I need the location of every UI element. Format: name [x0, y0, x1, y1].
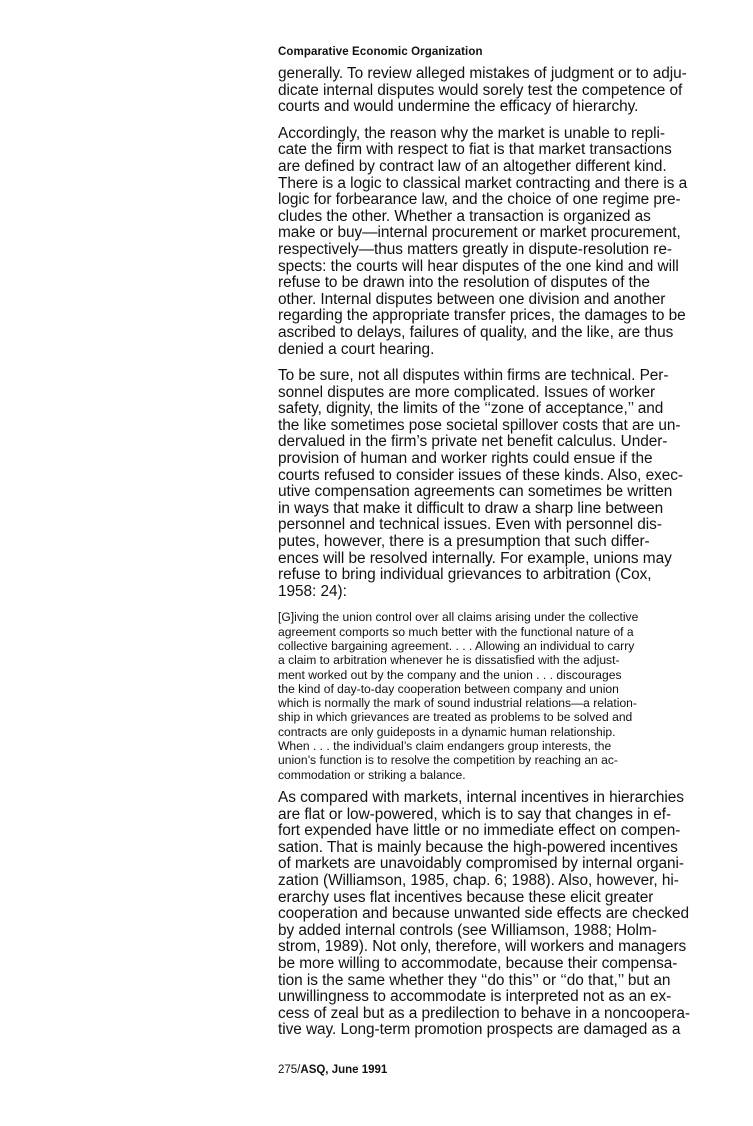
text-line: of markets are unavoidably compromised by internal organi-	[278, 855, 685, 873]
text-line: in ways that make it difficult to draw a sharp line between	[278, 499, 664, 517]
text-line: courts refused to consider issues of these kinds. Also, exec-	[278, 466, 684, 484]
text-line: sonnel disputes are more complicated. Issues of worker	[278, 383, 656, 401]
text-line: unwillingness to accommodate is interpreted not as an ex-	[278, 988, 672, 1006]
text-line: be more willing to accommodate, because their compensa-	[278, 954, 678, 972]
text-line: utive compensation agreements can sometimes be written	[278, 483, 673, 501]
quote-line: union’s function is to resolve the competition by reaching an ac-	[278, 753, 618, 768]
quote-line: [G]iving the union control over all claims arising under the collective	[278, 610, 639, 625]
text-line: personnel and technical issues. Even with personnel dis-	[278, 516, 662, 534]
quote-line: commodation or striking a balance.	[278, 767, 466, 782]
text-line: the like sometimes pose societal spillover costs that are un-	[278, 416, 681, 434]
text-line: tion is the same whether they ‘‘do this’’ or ‘‘do that,’’ but an	[278, 971, 671, 989]
text-line: cludes the other. Whether a transaction is organized as	[278, 207, 651, 225]
text-line: dicate internal disputes would sorely test the competence of	[278, 81, 683, 99]
text-line: by added internal controls (see Williamson, 1988; Holm-	[278, 921, 657, 939]
text-line: logic for forbearance law, and the choice of one regime pre-	[278, 191, 681, 209]
text-line: regarding the appropriate transfer prices, the damages to be	[278, 307, 686, 325]
text-line: spects: the courts will hear disputes of the one kind and will	[278, 257, 679, 275]
quote-line: collective bargaining agreement. . . . Allowing an individual to carry	[278, 639, 635, 653]
quote-line: When . . . the individual’s claim endangers group interests, the	[278, 739, 612, 754]
text-line: refuse to be drawn into the resolution of disputes of the	[278, 274, 650, 292]
text-line: respectively—thus matters greatly in dispute-resolution re-	[278, 240, 672, 258]
text-line: 1958: 24):	[278, 582, 347, 600]
text-line: generally. To review alleged mistakes of judgment or to adju-	[278, 65, 687, 82]
quote-line: ship in which grievances are treated as problems to be solved and	[278, 710, 633, 725]
text-line: make or buy—internal procurement or market procurement,	[278, 224, 681, 242]
paragraph-2	[278, 126, 692, 358]
text-line: dervalued in the firm’s private net benefit calculus. Under-	[278, 433, 668, 451]
text-line: refuse to bring individual grievances to arbitration (Cox,	[278, 566, 652, 584]
page-footer	[278, 1062, 387, 1078]
text-line: cate the firm with respect to fiat is that market transactions	[278, 141, 672, 159]
text-line: cooperation and because unwanted side effects are checked	[278, 905, 689, 923]
text-line: sation. That is mainly because the high-powered incentives	[278, 838, 678, 856]
text-line: erarchy uses flat incentives because these elicit greater	[278, 888, 654, 906]
text-line: tive way. Long-term promotion prospects are damaged as a	[278, 1021, 681, 1039]
text-line: zation (Williamson, 1985, chap. 6; 1988). Also, however, hi-	[278, 871, 679, 889]
text-line: are flat or low-powered, which is to say that changes in ef-	[278, 805, 672, 823]
text-line: cess of zeal but as a predilection to behave in a noncoopera-	[278, 1004, 690, 1022]
text-line: ascribed to delays, failures of quality, and the like, are thus	[278, 323, 674, 341]
text-line: courts and would undermine the efficacy of hierarchy.	[278, 98, 639, 116]
quote-line: ment worked out by the company and the union . . . discourages	[278, 667, 622, 682]
text-line: ences will be resolved internally. For example, unions may	[278, 549, 672, 567]
quote-line: the kind of day-to-day cooperation between company and union	[278, 681, 619, 696]
text-line: To be sure, not all disputes within firms are technical. Per-	[278, 367, 669, 385]
text-line: denied a court hearing.	[278, 340, 435, 358]
text-line: are defined by contract law of an altogether different kind.	[278, 157, 667, 175]
paragraph-3	[278, 368, 692, 600]
text-line: Accordingly, the reason why the market is unable to repli-	[278, 124, 665, 142]
page-number: 275/	[278, 1064, 301, 1076]
running-head: Comparative Economic Organization	[278, 46, 483, 58]
block-quote	[278, 610, 692, 782]
text-line: safety, dignity, the limits of the ‘‘zone of acceptance,’’ and	[278, 400, 664, 418]
quote-line: a claim to arbitration whenever he is dissatisfied with the adjust-	[278, 653, 620, 668]
text-line: As compared with markets, internal incentives in hierarchies	[278, 788, 684, 806]
text-line: provision of human and worker rights could ensue if the	[278, 450, 653, 468]
journal-citation: ASQ, June 1991	[300, 1064, 388, 1076]
page-column	[278, 44, 692, 1039]
text-line: other. Internal disputes between one division and another	[278, 290, 666, 308]
quote-line: agreement comports so much better with the functional nature of a	[278, 624, 634, 639]
paragraph-1	[278, 66, 692, 116]
text-line: fort expended have little or no immediate effect on compen-	[278, 822, 681, 840]
text-line: There is a logic to classical market contracting and there is a	[278, 174, 688, 192]
text-line: strom, 1989). Not only, therefore, will workers and managers	[278, 938, 687, 956]
quote-line: contracts are only guideposts in a dynamic human relationship.	[278, 724, 616, 739]
quote-line: which is normally the mark of sound industrial relations—a relation-	[278, 696, 637, 711]
text-line: putes, however, there is a presumption that such differ-	[278, 533, 650, 551]
paragraph-4	[278, 790, 692, 1039]
